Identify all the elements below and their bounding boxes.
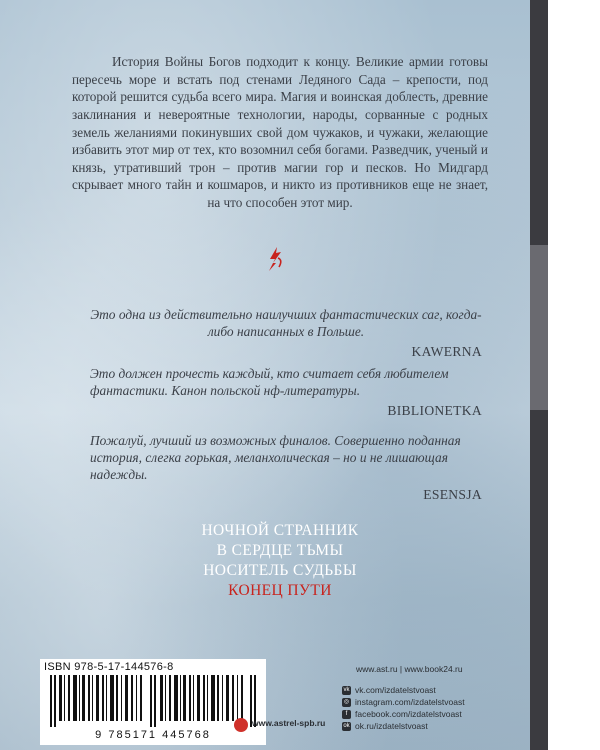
social-link-text: vk.com/izdatelstvoast	[355, 685, 436, 695]
barcode-block	[40, 659, 266, 745]
publisher-sites[interactable]: www.ast.ru | www.book24.ru	[356, 664, 463, 674]
isbn-label: ISBN 978-5-17-144576-8	[44, 661, 174, 673]
series-item: НОЧНОЙ СТРАННИК	[201, 522, 359, 539]
page-margin	[548, 0, 600, 750]
barcode-digits: 9 785171 445768	[95, 729, 211, 741]
review-source: BIBLIONETKA	[387, 403, 482, 418]
instagram-icon: ◎	[343, 698, 350, 705]
spine-edge	[530, 0, 548, 750]
astrel-logo-icon	[234, 718, 248, 732]
publisher-emblem-icon	[267, 246, 285, 272]
vk-icon: vk	[343, 686, 350, 693]
social-link-ok[interactable]	[342, 720, 527, 732]
review-quote-2	[90, 365, 482, 419]
review-quote-1	[90, 306, 482, 360]
barcode-bars	[48, 675, 258, 727]
series-item: В СЕРДЦЕ ТЬМЫ	[216, 542, 344, 559]
review-source: ESENSJA	[423, 487, 482, 502]
review-source: KAWERNA	[411, 344, 482, 359]
review-quote-text: Это должен прочесть каждый, кто считает себя любителем фантастики. Канон польской нф-литературы.	[90, 366, 449, 398]
social-link-text: instagram.com/izdatelstvoast	[355, 697, 465, 707]
blurb-paragraph: История Войны Богов подходит к концу. Великие армии готовы пересечь море и встать под стенами Ледяного Сада – крепости, под которой решится судьба всего мира. Магия и воинская доблесть, древние заклинания и невероятные технологии, народы, сорванные с родных земель желаниями покинувших свой дом чужаков, и чужаки, желающие избавить этот мир от тех, кто возомнил себя богами. Разведчик, ученый и князь, утративший трон – против магии гор и песков. Но Мидгард скрывает много тайн и кошмаров, и никто из противников еще не знает, на что способен этот мир.	[72, 54, 488, 210]
facebook-icon: f	[342, 710, 351, 719]
review-quote-3	[90, 432, 482, 503]
social-link-instagram[interactable]	[342, 696, 527, 708]
spine-band	[530, 245, 548, 410]
odnoklassniki-icon: ok	[343, 722, 350, 729]
social-link-text: ok.ru/izdatelstvoast	[355, 721, 428, 731]
social-link-facebook[interactable]	[342, 708, 527, 720]
series-list	[150, 521, 410, 601]
publisher-site-link[interactable]: www.astrel-spb.ru	[252, 718, 326, 728]
review-quote-text: Это одна из действительно наилучших фантастических саг, когда-либо написанных в Польше.	[90, 307, 482, 339]
series-item: НОСИТЕЛЬ СУДЬБЫ	[203, 562, 357, 579]
series-item-current: КОНЕЦ ПУТИ	[228, 582, 332, 599]
social-links	[342, 684, 527, 732]
review-quote-text: Пожалуй, лучший из возможных финалов. Совершенно поданная история, слегка горькая, меланхолическая – но и не лишающая надежды.	[90, 433, 461, 482]
social-link-text: facebook.com/izdatelstvoast	[355, 709, 462, 719]
social-link-vk[interactable]	[342, 684, 527, 696]
